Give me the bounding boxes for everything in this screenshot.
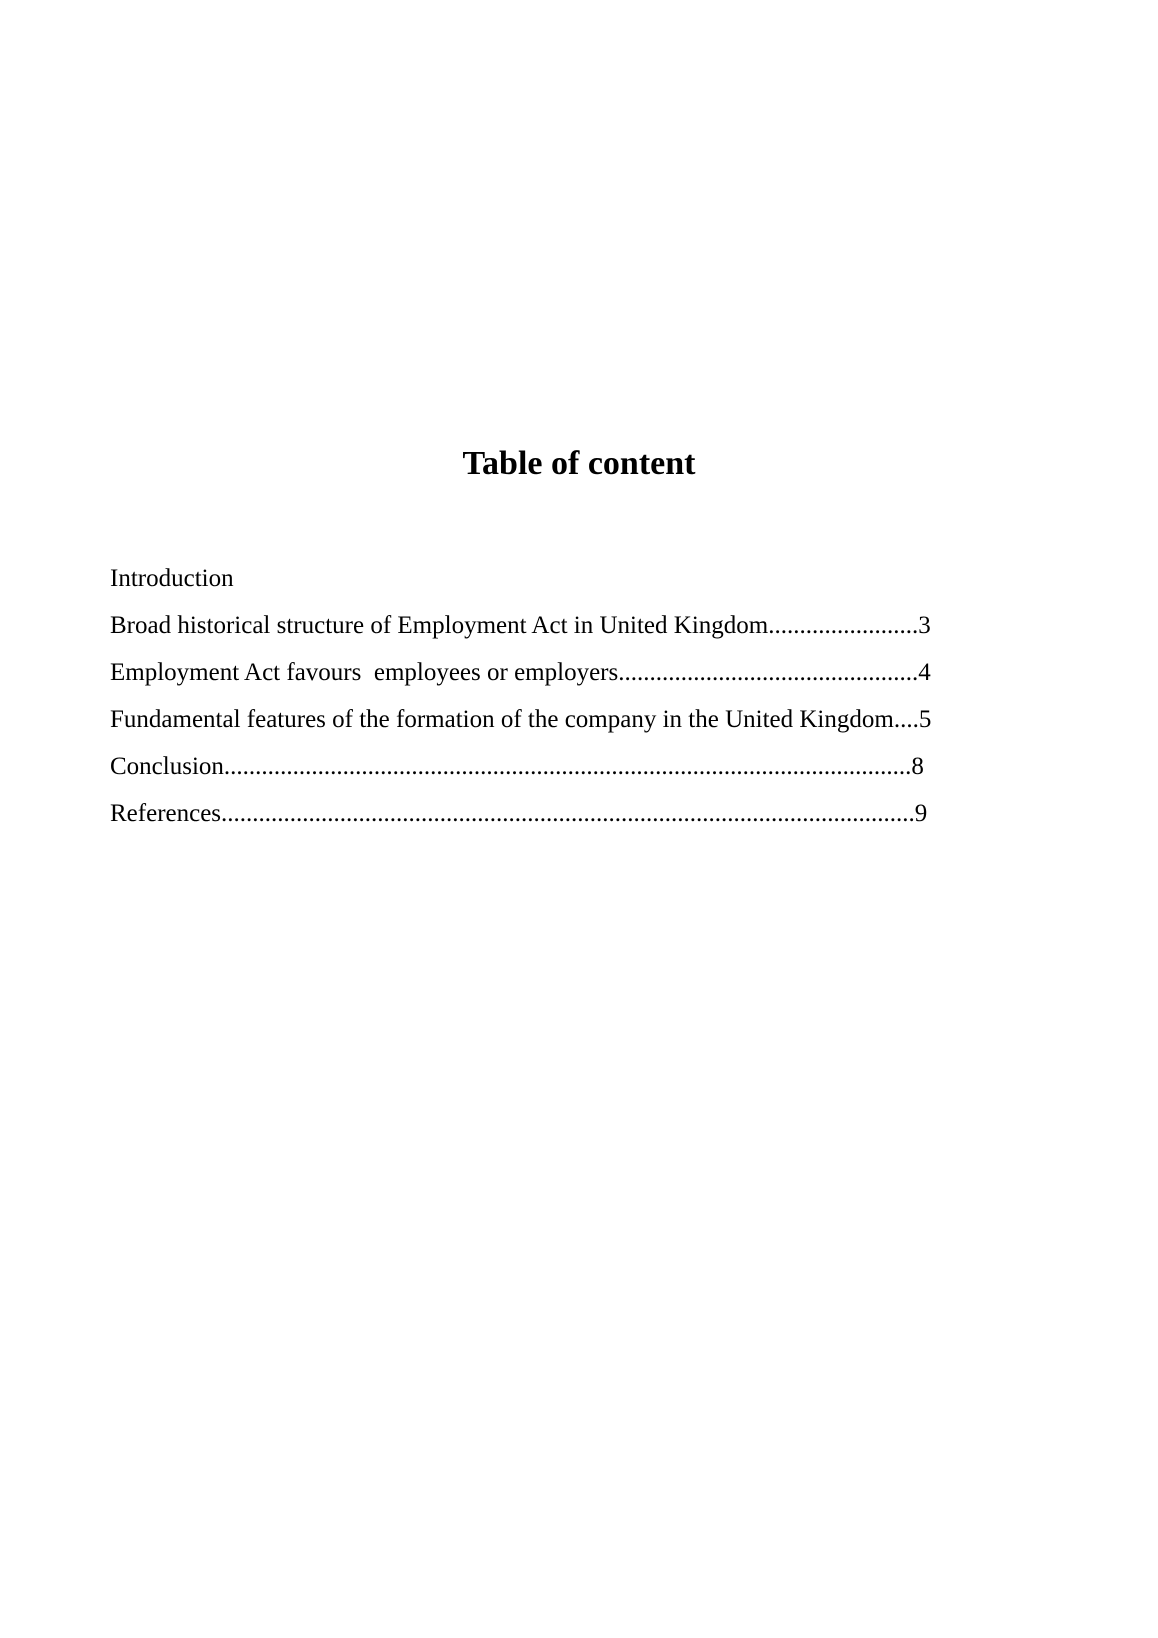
toc-title: Table of content bbox=[462, 445, 696, 482]
toc-entry-introduction: Introduction bbox=[110, 565, 234, 592]
toc-entry-conclusion: Conclusion..............................................................................................................8 bbox=[110, 753, 924, 780]
toc-entry-references: References...............................................................................................................9 bbox=[110, 800, 928, 827]
toc-entry-fundamental-features: Fundamental features of the formation of the company in the United Kingdom....5 bbox=[110, 706, 932, 733]
toc-list bbox=[110, 555, 1010, 837]
toc-entry-historical-structure: Broad historical structure of Employment Act in United Kingdom........................3 bbox=[110, 612, 931, 639]
toc-entry-employment-act-favours: Employment Act favours employees or employers................................................4 bbox=[110, 659, 931, 686]
